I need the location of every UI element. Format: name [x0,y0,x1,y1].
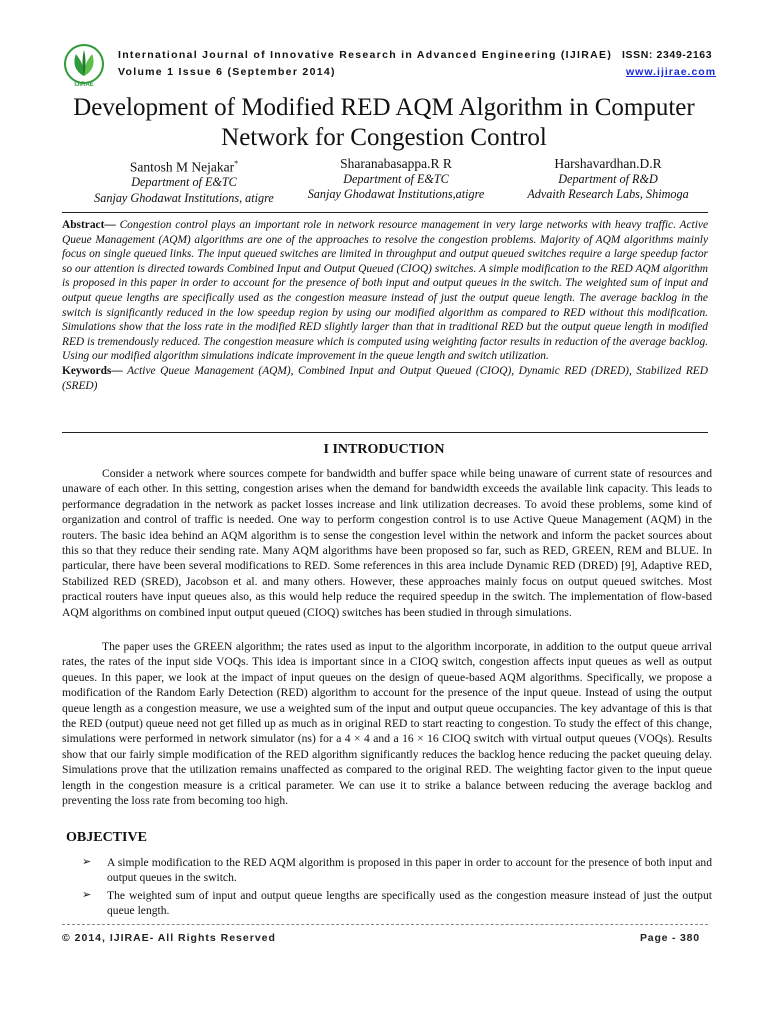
keywords-label: Keywords— [62,364,123,377]
author-3 [508,156,708,203]
author-inst: Sanjay Ghodawat Institutions,atigre [307,187,485,201]
list-item [82,855,712,886]
paper-title [40,93,728,153]
paragraph-1 [62,466,712,620]
list-item-text: The weighted sum of input and output queue lengths are specifically used as the congestion measure instead of just the output queue length. [107,888,712,918]
journal-logo [58,42,110,88]
author-name: Sharanabasappa.R R [340,156,452,171]
author-name: Santosh M Nejakar [129,159,235,175]
issn: ISSN: 2349-2163 [622,49,713,61]
keywords-text: Active Queue Management (AQM), Combined Input and Output Queued (CIOQ), Dynamic RED (DRED), Stabilized RED (SRED) [62,364,708,392]
journal-website-link[interactable]: www.ijirae.com [626,66,717,78]
section-heading-introduction: I INTRODUCTION [323,442,445,457]
corresponding-mark: * [234,159,239,168]
author-2 [296,156,496,203]
paragraph-2 [62,639,712,808]
paragraph-text: The paper uses the GREEN algorithm; the rates used as input to the algorithm incorporate, in addition to the output queue arrival rates, the rates of the input side VOQs. This idea is important since in a CIOQ switch, congestion affects input queues as well as output queues. In this paper, we look at the impact of input queues on the design of queue-based AQM algorithms. Specifically, we propose a modification of the Random Early Detection (RED) algorithm to account for the presence of the input queue. Instead of using the output queue length as a congestion measure, we use a weighted sum of the input and output queue occupancies. The key advantage of this is that the RED (output) queue need not get filled up as much as in original RED to start reacting to congestion. To study the effect of this change, simulations were performed in network simulator (ns) for a 4 × 4 and a 16 × 16 CIOQ switch with virtual output queues (VOQs). Results show that our fairly simple modification of the RED algorithm significantly reduces the backlog hence reducing the packet queuing delay. Simulations prove that the utilization remains unaffected as compared to the original RED. The weighting factor given to the input queue length in the congestion measure is a critical parameter. We can use it to strike a balance between reducing the average backlog and preventing the loss rate from becoming too high. [62,640,712,808]
paragraph-text: Consider a network where sources compete for bandwidth and buffer space while being unaware of current state of resources and unaware of each other. In this setting, congestion arises when the demand for bandwidth exceeds the available link capacity. This leads to performance degradation in the network as packet losses increase and link utilization decreases. To avoid these problems, some kind of organization and control of traffic is needed. One way to perform congestion control is to use Active Queue Management (AQM) in the routers. The basic idea behind an AQM algorithm is to sense the congestion level within the network and inform the packet sources about this so that they reduce their sending rate. Many AQM algorithms have been proposed so far, such as RED, GREEN, REM and BLUE. In particular, there have been several modifications to RED. Some references in this area include Dynamic RED (DRED) [9], Adaptive RED, Stabilized RED (SRED), Jacobson et al. and many others. However, these approaches mainly focus on output queued switches. Most practical routers have input queues also, as this would help reduce the required speedup in the switch. The implementation of flow-based AQM algorithms on combined input output queued (CIOQ) switches has been studied in through simulations. [62,467,712,619]
arrow-bullet-icon: ➢ [82,888,92,901]
objective-heading: OBJECTIVE [66,830,147,845]
issn-block [622,47,716,81]
list-item-text: A simple modification to the RED AQM algorithm is proposed in this paper in order to account for the presence of both input and output queues in the switch. [107,856,712,885]
footer-divider [62,924,708,925]
abstract-label: Abstract— [62,219,116,231]
title-line-2: Network for Congestion Control [221,124,547,151]
arrow-bullet-icon: ➢ [82,856,92,868]
journal-volume: Volume 1 Issue 6 (September 2014) [118,66,336,78]
abstract-text: Congestion control plays an important role in network resource management in very large networks with heavy traffic. Active Queue Management (AQM) algorithms are one of the approaches to resolve the congestion problems. Majority of AQM algorithms mainly focus on single queued links. The input queued switches are limited in throughput and output queued switches require a large speedup factor so our attention is directed towards Combined Input and Output Queued (CIOQ) switches. A simple modification to the RED AQM algorithm is proposed in this paper in order to account for the presence of both input and output queues in the switch. The weighted sum of input and output queue lengths are specifically used as the congestion measure instead of just the output queue length. The average backlog in the switch is significantly reduced in the low speedup region by using our modified algorithm as compared to RED without this modification. Simulations show that the loss rate in the modified RED slightly larger than that in traditional RED but the output queue length in modified RED is tremendously reduced. The congestion measure which is computed using weighting factor results in reduction of the average backlog. Using our modified algorithm simulations indicate improvement in the queue length and switch utilization. [62,219,708,363]
page-number: Page - 380 [640,932,700,944]
journal-header [118,47,612,81]
list-item [82,888,712,919]
abstract [62,218,708,393]
abstract-top-rule [62,212,708,213]
copyright: © 2014, IJIRAE- All Rights Reserved [62,932,276,944]
title-line-1: Development of Modified RED AQM Algorithm in Computer [73,94,695,121]
author-1 [78,156,290,206]
author-name: Harshavardhan.D.R [554,156,662,171]
abstract-bottom-rule [62,432,708,433]
author-dept: Department of E&TC [131,175,237,189]
logo-text: IJIRAE [74,82,94,88]
author-inst: Sanjay Ghodawat Institutions, atigre [94,190,274,205]
author-inst: Advaith Research Labs, Shimoga [527,187,689,201]
objective-list [82,855,712,921]
author-dept: Department of E&TC [343,171,449,186]
author-dept: Department of R&D [558,171,658,186]
journal-name: International Journal of Innovative Research in Advanced Engineering (IJIRAE) [118,49,613,61]
